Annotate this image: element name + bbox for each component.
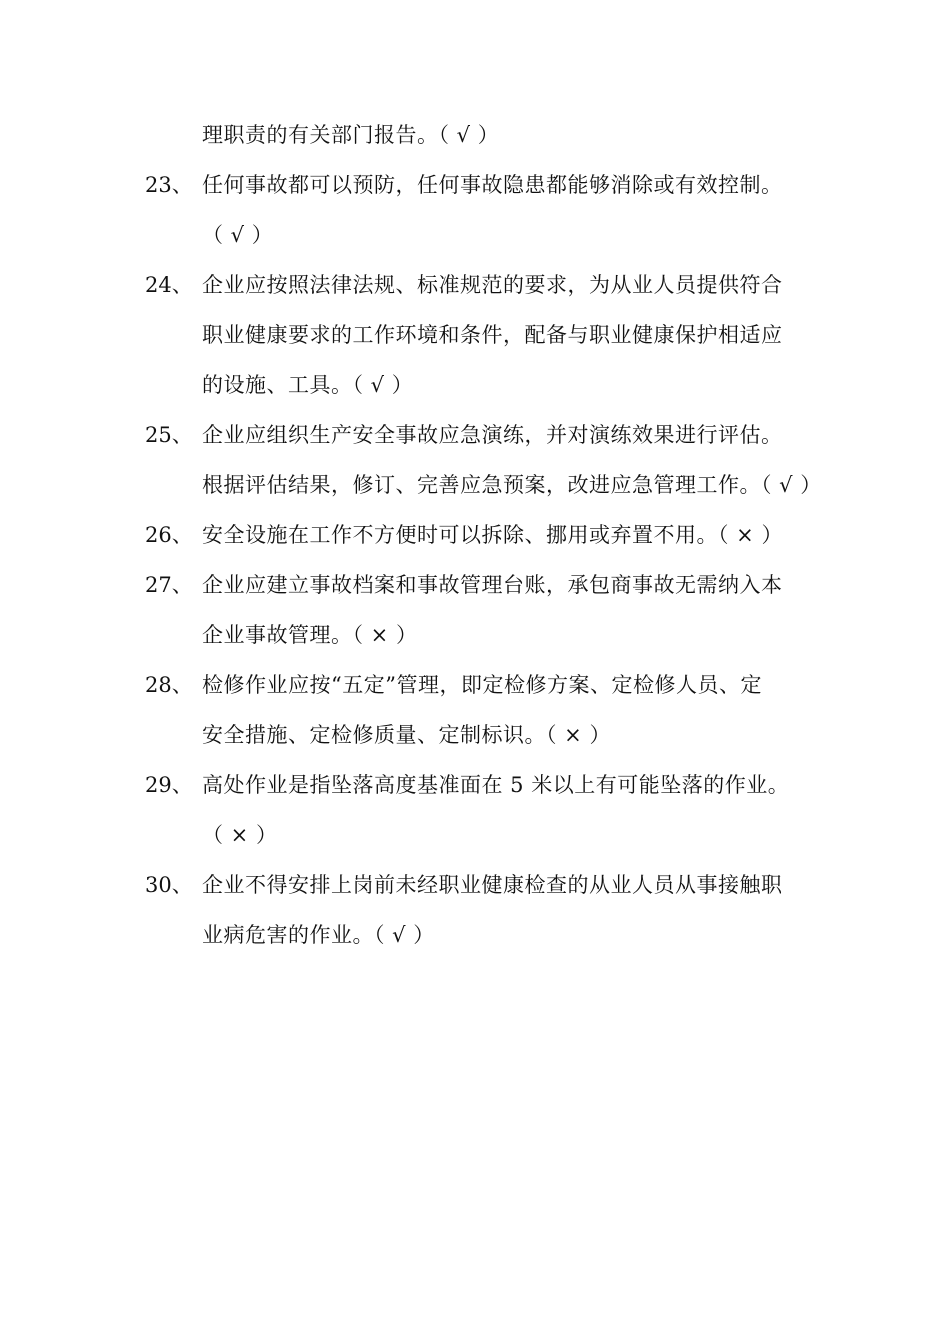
item-continuation-line: 理职责的有关部门报告。（ √ ） (202, 123, 500, 147)
item-23-line-1: 任何事故都可以预防，任何事故隐患都能够消除或有效控制。 (202, 173, 783, 197)
item-number-26: 26、 (145, 523, 193, 547)
item-25-line-1: 企业应组织生产安全事故应急演练，并对演练效果进行评估。 (202, 423, 783, 447)
item-28-line-1: 检修作业应按“五定”管理，即定检修方案、定检修人员、定 (202, 673, 762, 697)
item-27-line-1: 企业应建立事故档案和事故管理台账，承包商事故无需纳入本 (202, 573, 783, 597)
item-number-24: 24、 (145, 273, 193, 297)
item-number-30: 30、 (145, 873, 193, 897)
item-29-line-1: 高处作业是指坠落高度基准面在 5 米以上有可能坠落的作业。 (202, 773, 790, 797)
item-23-line-2: （ √ ） (202, 223, 274, 247)
item-30-line-1: 企业不得安排上岗前未经职业健康检查的从业人员从事接触职 (202, 873, 783, 897)
item-24-line-3: 的设施、工具。（ √ ） (202, 373, 414, 397)
item-28-line-2: 安全措施、定检修质量、定制标识。（ × ） (202, 723, 611, 747)
item-30-line-2: 业病危害的作业。（ √ ） (202, 923, 435, 947)
item-26-line-1: 安全设施在工作不方便时可以拆除、挪用或弃置不用。（ × ） (202, 523, 783, 547)
item-number-25: 25、 (145, 423, 193, 447)
item-24-line-1: 企业应按照法律法规、标准规范的要求，为从业人员提供符合 (202, 273, 783, 297)
item-24-line-2: 职业健康要求的工作环境和条件，配备与职业健康保护相适应 (202, 323, 783, 347)
item-number-28: 28、 (145, 673, 193, 697)
item-number-23: 23、 (145, 173, 193, 197)
item-27-line-2: 企业事故管理。（ × ） (202, 623, 418, 647)
item-25-line-2: 根据评估结果，修订、完善应急预案，改进应急管理工作。（ √ ） (202, 473, 822, 497)
item-number-27: 27、 (145, 573, 193, 597)
item-29-line-2: （ × ） (202, 823, 278, 847)
item-number-29: 29、 (145, 773, 193, 797)
